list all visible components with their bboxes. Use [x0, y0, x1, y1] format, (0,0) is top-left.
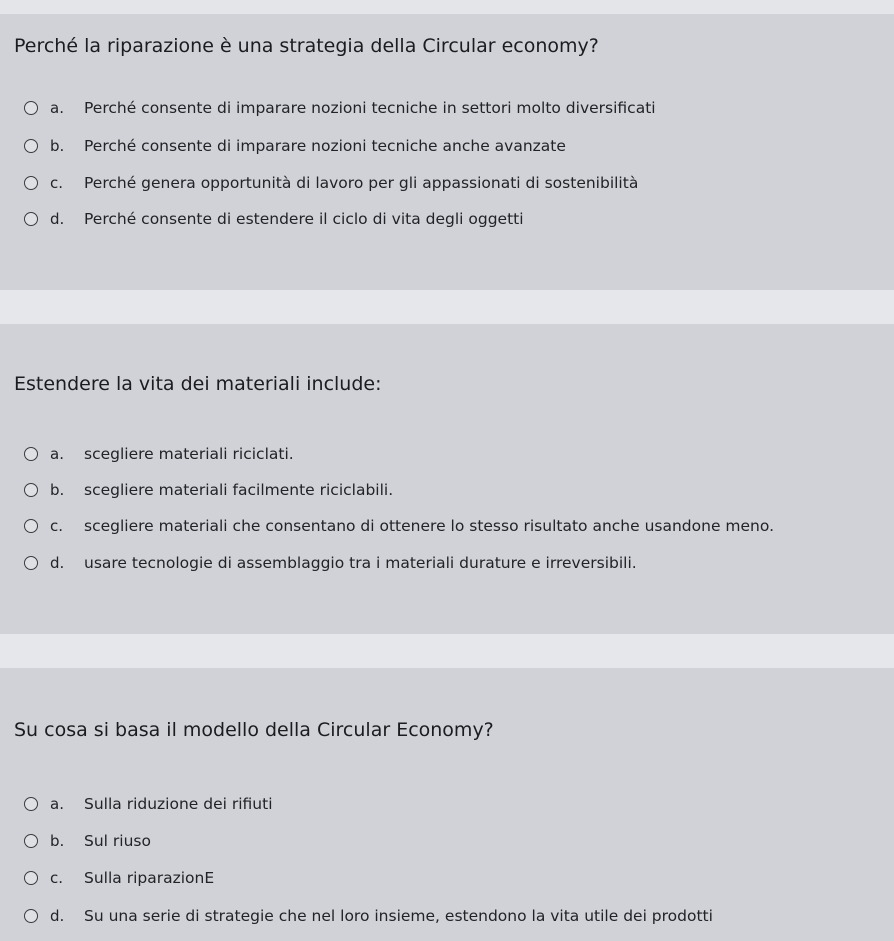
option-label: Perché genera opportunità di lavoro per gli appassionati di sostenibilità: [84, 174, 639, 192]
option-letter: d.: [50, 907, 65, 925]
radio-button[interactable]: [24, 556, 38, 570]
option-letter: c.: [50, 174, 64, 192]
question-3-option-c[interactable]: [24, 866, 214, 890]
option-label: Sulla riduzione dei rifiuti: [84, 795, 273, 813]
option-letter: d.: [50, 554, 65, 572]
question-separator: [0, 290, 894, 324]
radio-button[interactable]: [24, 101, 38, 115]
radio-button[interactable]: [24, 871, 38, 885]
option-label: Sulla riparazionE: [84, 869, 215, 887]
question-1-option-b[interactable]: [24, 134, 566, 158]
option-letter: b.: [50, 137, 65, 155]
question-2-option-c[interactable]: [24, 514, 774, 538]
option-letter: c.: [50, 517, 64, 535]
top-strip: [0, 0, 894, 14]
option-label: scegliere materiali facilmente riciclabili.: [84, 481, 394, 499]
radio-button[interactable]: [24, 483, 38, 497]
question-2-option-d[interactable]: [24, 551, 637, 575]
option-label: Perché consente di imparare nozioni tecniche in settori molto diversificati: [84, 99, 656, 117]
option-label: Sul riuso: [84, 832, 151, 850]
radio-button[interactable]: [24, 909, 38, 923]
question-3-option-d[interactable]: [24, 904, 713, 928]
radio-button[interactable]: [24, 212, 38, 226]
option-letter: d.: [50, 210, 65, 228]
option-letter: b.: [50, 832, 65, 850]
question-1-option-a[interactable]: [24, 96, 656, 120]
question-3-option-b[interactable]: [24, 829, 151, 853]
question-2-option-b[interactable]: [24, 478, 393, 502]
question-3-option-a[interactable]: [24, 792, 273, 816]
question-2-option-a[interactable]: [24, 442, 294, 466]
option-letter: a.: [50, 99, 64, 117]
radio-button[interactable]: [24, 797, 38, 811]
option-label: Perché consente di estendere il ciclo di vita degli oggetti: [84, 210, 524, 228]
radio-button[interactable]: [24, 176, 38, 190]
option-label: scegliere materiali che consentano di ottenere lo stesso risultato anche usandone meno.: [84, 517, 774, 535]
question-2-text: Estendere la vita dei materiali include:: [14, 373, 382, 395]
radio-button[interactable]: [24, 447, 38, 461]
question-3-text: Su cosa si basa il modello della Circular Economy?: [14, 719, 494, 741]
radio-button[interactable]: [24, 834, 38, 848]
radio-button[interactable]: [24, 139, 38, 153]
option-label: usare tecnologie di assemblaggio tra i materiali durature e irreversibili.: [84, 554, 637, 572]
question-1-option-d[interactable]: [24, 207, 524, 231]
option-label: Su una serie di strategie che nel loro insieme, estendono la vita utile dei prodotti: [84, 907, 713, 925]
question-1-option-c[interactable]: [24, 171, 638, 195]
option-letter: c.: [50, 869, 64, 887]
option-label: Perché consente di imparare nozioni tecniche anche avanzate: [84, 137, 566, 155]
option-letter: b.: [50, 481, 65, 499]
option-letter: a.: [50, 795, 64, 813]
question-separator: [0, 634, 894, 668]
option-letter: a.: [50, 445, 64, 463]
option-label: scegliere materiali riciclati.: [84, 445, 294, 463]
radio-button[interactable]: [24, 519, 38, 533]
question-1-text: Perché la riparazione è una strategia della Circular economy?: [14, 35, 599, 57]
